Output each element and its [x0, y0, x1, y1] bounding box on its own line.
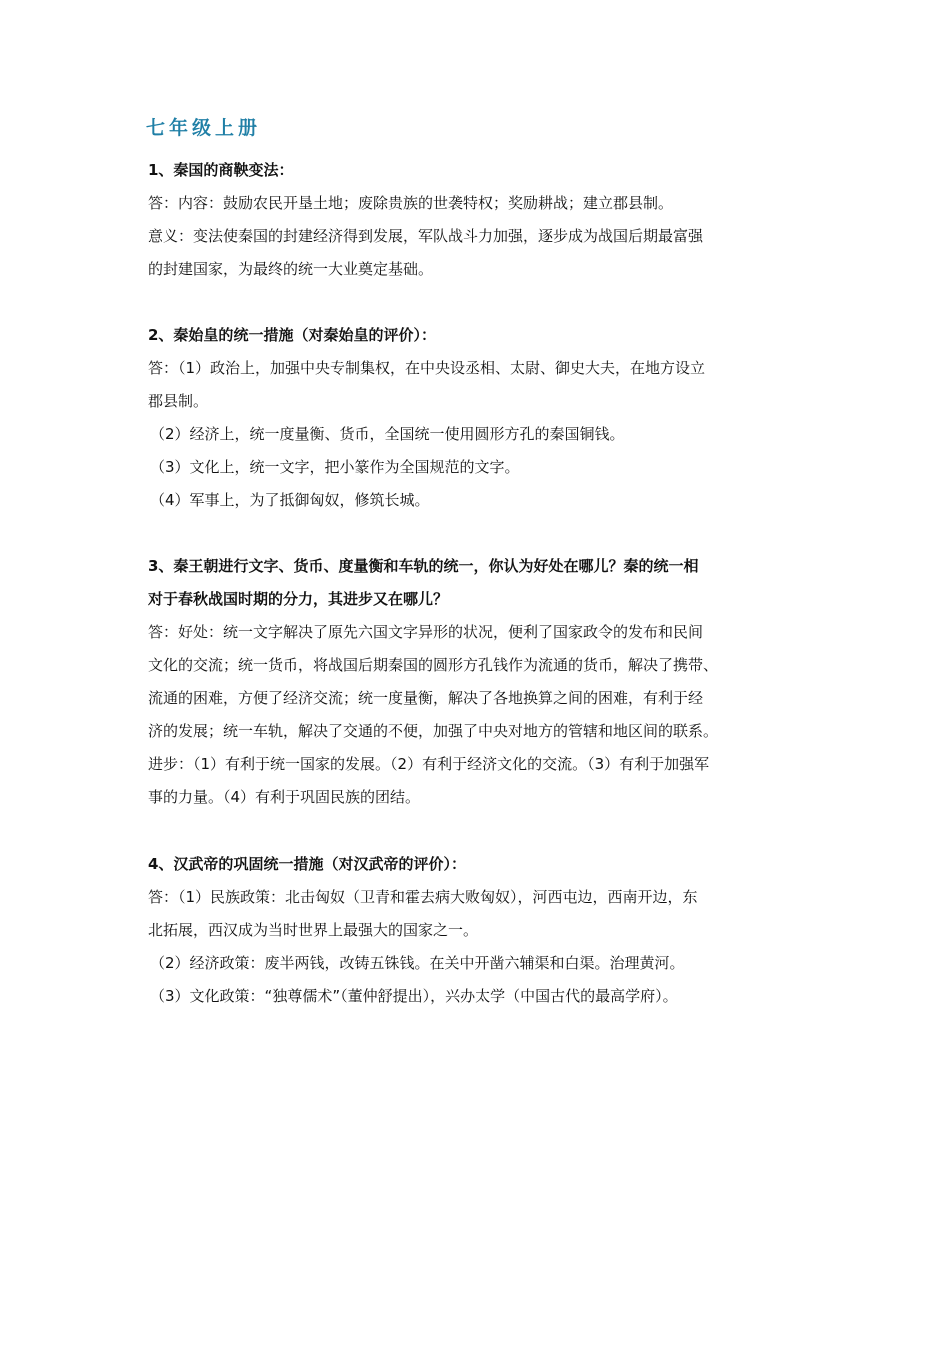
section-2-line-4: （3）文化上，统一文字，把小篆作为全国规范的文字。 — [150, 458, 520, 476]
section-3-line-6: 事的力量。（4）有利于巩固民族的团结。 — [148, 788, 421, 806]
section-3-heading-line-2: 对于春秋战国时期的分力，其进步又在哪儿？ — [148, 590, 449, 608]
section-3-line-4: 济的发展；统一车轨，解决了交通的不便，加强了中央对地方的管辖和地区间的联系。 — [148, 722, 719, 740]
section-3-line-3: 流通的困难，方便了经济交流；统一度量衡，解决了各地换算之间的困难，有利于经 — [148, 689, 704, 707]
section-3-line-5: 进步：（1）有利于统一国家的发展。（2）有利于经济文化的交流。（3）有利于加强军 — [148, 755, 710, 773]
section-1-line-3: 的封建国家，为最终的统一大业奠定基础。 — [148, 260, 434, 278]
section-2-line-1: 答：（1）政治上，加强中央专制集权，在中央设丞相、太尉、御史大夫，在地方设立 — [148, 359, 706, 377]
section-2-heading: 2、秦始皇的统一措施（对秦始皇的评价）： — [148, 326, 436, 344]
section-2-line-2: 郡县制。 — [148, 392, 209, 410]
section-2-line-5: （4）军事上，为了抵御匈奴，修筑长城。 — [150, 491, 430, 509]
section-2-line-3: （2）经济上，统一度量衡、货币，全国统一使用圆形方孔的秦国铜钱。 — [150, 425, 625, 443]
section-4-line-3: （2）经济政策：废半两钱，改铸五铢钱。在关中开凿六辅渠和白渠。治理黄河。 — [150, 954, 685, 972]
section-4-line-1: 答：（1）民族政策：北击匈奴（卫青和霍去病大败匈奴），河西屯边，西南开边，东 — [148, 888, 698, 906]
page-title: 七年级上册 — [146, 117, 262, 139]
section-3-heading-line-1: 3、秦王朝进行文字、货币、度量衡和车轨的统一，你认为好处在哪儿？秦的统一相 — [148, 557, 699, 575]
section-1-heading: 1、秦国的商鞅变法： — [148, 161, 294, 179]
section-3-line-2: 文化的交流；统一货币，将战国后期秦国的圆形方孔钱作为流通的货币，解决了携带、 — [148, 656, 719, 674]
section-4-line-2: 北拓展，西汉成为当时世界上最强大的国家之一。 — [148, 921, 479, 939]
section-4-heading: 4、汉武帝的巩固统一措施（对汉武帝的评价）： — [148, 855, 466, 873]
section-1-line-2: 意义：变法使秦国的封建经济得到发展，军队战斗力加强，逐步成为战国后期最富强 — [148, 227, 704, 245]
section-3-line-1: 答：好处：统一文字解决了原先六国文字异形的状况，便利了国家政令的发布和民间 — [148, 623, 704, 641]
section-4-line-4: （3）文化政策：“独尊儒术”（董仲舒提出），兴办太学（中国古代的最高学府）。 — [150, 987, 678, 1005]
section-1-line-1: 答：内容：鼓励农民开垦土地；废除贵族的世袭特权；奖励耕战；建立郡县制。 — [148, 194, 674, 212]
